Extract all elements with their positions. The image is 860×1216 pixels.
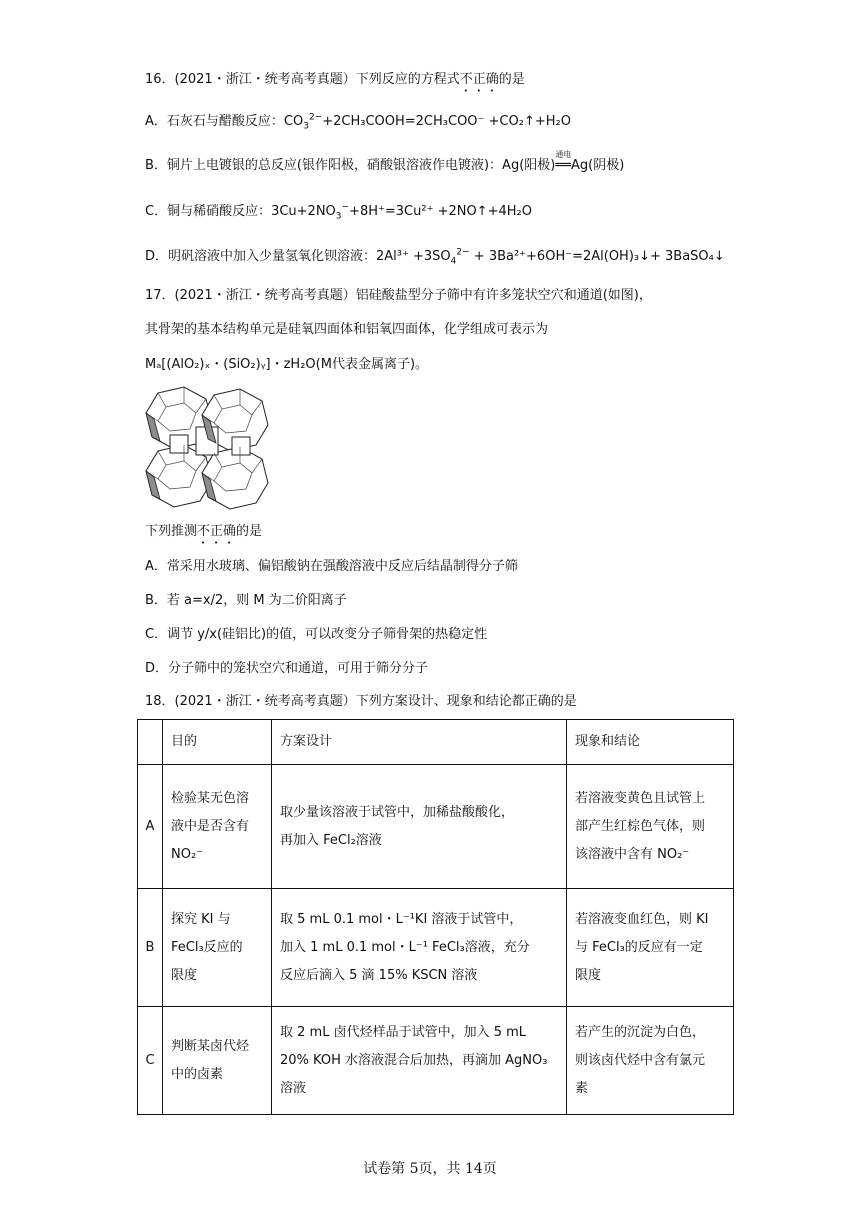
- table-row[interactable]: [138, 1007, 734, 1115]
- row-key: C: [138, 1007, 163, 1115]
- q16-stem: [145, 70, 525, 95]
- q16-d-sup: 2−: [456, 247, 470, 258]
- header-purpose: 目的: [163, 720, 272, 765]
- row-purpose-line: 液中是否含有: [171, 818, 250, 834]
- row-purpose: [163, 765, 272, 889]
- header-key: [138, 720, 163, 765]
- row-design-line: 反应后滴入 5 滴 15% KSCN 溶液: [280, 967, 478, 983]
- row-purpose-line: NO₂⁻: [171, 846, 204, 862]
- q16-stem-emphasis: 不正确: [459, 72, 499, 87]
- row-result-line: 该溶液中含有 NO₂⁻: [575, 846, 690, 862]
- row-result-line: 若产生的沉淀为白色，: [575, 1024, 706, 1040]
- q16-c-sup: −: [341, 202, 350, 213]
- q16-c-sub: 3: [335, 211, 342, 222]
- row-purpose-line: 判断某卤代烃: [171, 1038, 250, 1054]
- q16-option-c[interactable]: [145, 202, 532, 222]
- channel-3: [232, 437, 250, 455]
- q16-d-text: D．明矾溶液中加入少量氢氧化钡溶液：2Al³⁺ +3SO: [145, 249, 451, 264]
- q16-a-sub: 3: [303, 121, 309, 132]
- header-result: 现象和结论: [567, 720, 734, 765]
- q16-a-text: A．石灰石与醋酸反应：CO: [145, 114, 304, 129]
- cage-4: [202, 447, 268, 509]
- row-result-line: 若溶液变黄色且试管上: [575, 790, 706, 806]
- q16-option-d[interactable]: [145, 247, 725, 267]
- row-result: [567, 1007, 734, 1115]
- page-footer: 试卷第 5页，共 14页: [363, 1161, 497, 1177]
- row-key: A: [138, 765, 163, 889]
- q17-stem-line3: Mₐ[(AlO₂)ₓ・(SiO₂)ᵧ]・zH₂O(M代表金属离子)。: [145, 357, 429, 372]
- q16-c-text: C．铜与稀硝酸反应：3Cu+2NO: [145, 204, 336, 219]
- q16-a-sup: 2−: [308, 112, 323, 123]
- q17-prompt-pre: 下列推测: [145, 524, 198, 539]
- row-purpose-line: 检验某无色溶: [171, 790, 250, 806]
- row-design: [272, 889, 567, 1007]
- electrolysis-equals-sign: 通电 ══: [555, 156, 571, 176]
- q17-prompt-post: 的是: [236, 524, 263, 539]
- q17-option-d[interactable]: D．分子筛中的笼状空穴和通道，可用于筛分分子: [145, 661, 429, 676]
- row-purpose: [163, 1007, 272, 1115]
- row-purpose-line: FeCl₃反应的: [171, 939, 243, 955]
- q18-table: [137, 719, 734, 1115]
- row-purpose-line: 探究 KI 与: [171, 911, 231, 927]
- q16-option-a[interactable]: [145, 112, 571, 132]
- q16-b-rest: Ag(阴极): [571, 158, 625, 173]
- row-result-line: 素: [575, 1080, 589, 1096]
- row-design-line: 取少量该溶液于试管中，加稀盐酸酸化，: [280, 804, 515, 820]
- row-purpose-line: 限度: [171, 967, 198, 983]
- q16-d-sub: 4: [450, 256, 457, 267]
- channel-2: [170, 435, 188, 453]
- q16-option-b[interactable]: [145, 150, 625, 176]
- row-result-line: 与 FeCl₃的反应有一定: [575, 939, 703, 955]
- row-purpose: [163, 889, 272, 1007]
- row-purpose-line: 中的卤素: [171, 1066, 224, 1082]
- q18-stem: 18．(2021・浙江・统考高考真题）下列方案设计、现象和结论都正确的是: [145, 694, 577, 709]
- row-design-line: 溶液: [280, 1080, 307, 1096]
- row-result: [567, 765, 734, 889]
- row-design-line: 加入 1 mL 0.1 mol・L⁻¹ FeCl₃溶液，充分: [280, 939, 530, 955]
- q16-a-rest: +2CH₃COOH=2CH₃COO⁻ +CO₂↑+H₂O: [322, 114, 571, 129]
- row-design: [272, 765, 567, 889]
- q17-option-c[interactable]: C．调节 y/x(硅铝比)的值，可以改变分子筛骨架的热稳定性: [145, 627, 488, 642]
- q16-stem-post: 的是: [498, 72, 525, 87]
- q16-c-rest: +8H⁺=3Cu²⁺ +2NO↑+4H₂O: [349, 204, 532, 219]
- q17-stem-line1: 17．(2021・浙江・统考高考真题）铝硅酸盐型分子筛中有许多笼状空穴和通道(如图)，: [145, 288, 652, 303]
- row-design-line: 取 5 mL 0.1 mol・L⁻¹KI 溶液于试管中，: [280, 911, 523, 927]
- row-result-line: 则该卤代烃中含有氯元: [575, 1052, 706, 1068]
- q17-prompt-emphasis: 不正确: [197, 524, 237, 539]
- header-design: 方案设计: [272, 720, 567, 765]
- zeolite-framework-figure: [140, 385, 285, 515]
- electrolysis-condition: 通电: [555, 150, 572, 159]
- q17-option-b[interactable]: B．若 a=x/2，则 M 为二价阳离子: [145, 593, 347, 608]
- row-result-line: 部产生红棕色气体，则: [575, 818, 706, 834]
- row-design: [272, 1007, 567, 1115]
- table-header-row: [138, 720, 734, 765]
- q17-prompt: [145, 522, 262, 547]
- row-result: [567, 889, 734, 1007]
- row-result-line: 限度: [575, 967, 602, 983]
- q17-stem-line2: 其骨架的基本结构单元是硅氧四面体和铝氧四面体，化学组成可表示为: [145, 322, 549, 337]
- row-key: B: [138, 889, 163, 1007]
- q16-stem-pre: 16．(2021・浙江・统考高考真题）下列反应的方程式: [145, 72, 460, 87]
- q17-option-a[interactable]: A．常采用水玻璃、偏铝酸钠在强酸溶液中反应后结晶制得分子筛: [145, 559, 518, 574]
- row-design-line: 20% KOH 水溶液混合后加热，再滴加 AgNO₃: [280, 1052, 548, 1068]
- table-row[interactable]: [138, 889, 734, 1007]
- row-design-line: 再加入 FeCl₂溶液: [280, 832, 382, 848]
- table-row[interactable]: [138, 765, 734, 889]
- q16-b-text: B．铜片上电镀银的总反应(银作阳极，硝酸银溶液作电镀液)：Ag(阳极): [145, 158, 556, 173]
- q16-d-rest: + 3Ba²⁺+6OH⁻=2Al(OH)₃↓+ 3BaSO₄↓: [469, 249, 725, 264]
- row-design-line: 取 2 mL 卤代烃样品于试管中，加入 5 mL: [280, 1024, 527, 1040]
- row-result-line: 若溶液变血红色，则 KI: [575, 911, 709, 927]
